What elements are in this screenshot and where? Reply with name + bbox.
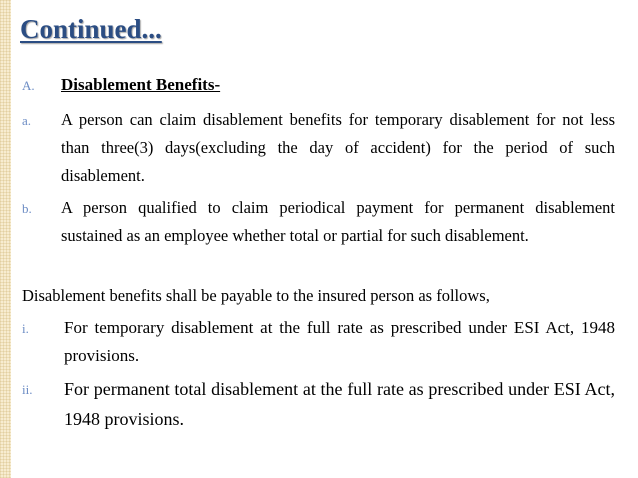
list-marker: b. (22, 201, 32, 216)
sub-list-marker: i. (22, 321, 29, 336)
sub-item-text: For permanent total disablement at the full rate as prescribed under ESI Act, 1948 provisions. (64, 379, 615, 429)
list-item-text: A person qualified to claim periodical payment for permanent disablement sustained as an employee whether total or partial for such disablement. (61, 198, 615, 245)
list-marker: a. (22, 113, 32, 128)
intro-paragraph: Disablement benefits shall be payable to the insured person as follows, (22, 286, 490, 305)
section-heading: Disablement Benefits- (61, 75, 221, 94)
decorative-side-strip (0, 0, 11, 478)
section-marker: A. (22, 78, 35, 93)
slide-title: Continued... (20, 14, 162, 44)
sub-item-text: For temporary disablement at the full rate as prescribed under ESI Act, 1948 provisions. (64, 318, 615, 365)
list-item-text: A person can claim disablement benefits for temporary disablement for not less than three(3) days(excluding the day of accident) for the period of such disablement. (61, 110, 615, 185)
sub-list-marker: ii. (22, 382, 33, 397)
